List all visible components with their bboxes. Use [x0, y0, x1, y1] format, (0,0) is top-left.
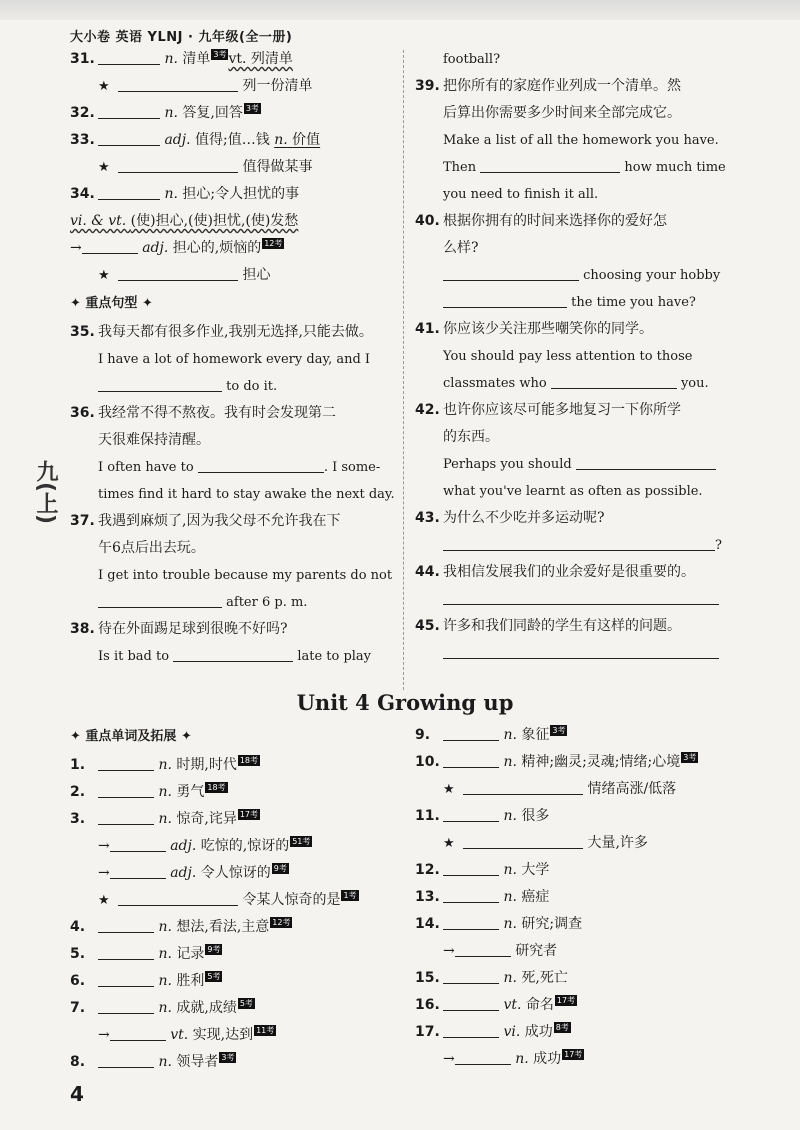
answer-blank[interactable] — [173, 644, 293, 662]
section-heading-words: ✦ 重点单词及拓展 ✦ — [70, 729, 192, 744]
exam-count-badge: 3考 — [245, 104, 259, 113]
page-header: 大小卷 英语 YLNJ · 九年级(全一册) — [70, 30, 293, 45]
word-item: 11. n. 很多 — [415, 803, 745, 830]
answer-blank[interactable] — [443, 1020, 499, 1038]
answer-blank[interactable] — [463, 777, 583, 795]
answer-blank[interactable] — [443, 641, 719, 659]
word-item: 7. n. 成就,成绩 5考 — [70, 995, 400, 1022]
item-32: 32. n. 答复,回答 3考 — [70, 100, 400, 127]
arrow-icon: → — [98, 1027, 110, 1043]
item-44: 44. 我相信发展我们的业余爱好是很重要的。 — [415, 564, 695, 580]
answer-blank[interactable] — [98, 1050, 154, 1068]
item-34: 34. n. 担心;令人担忧的事 — [70, 181, 400, 208]
section-heading-sentences: ✦ 重点句型 ✦ — [70, 296, 153, 311]
answer-blank[interactable] — [455, 1047, 511, 1065]
exam-count-badge: 1考 — [343, 891, 357, 900]
answer-blank[interactable] — [443, 750, 499, 768]
word-item: 6. n. 胜利 5考 — [70, 968, 400, 995]
arrow-icon: → — [98, 838, 110, 854]
column-divider — [403, 50, 404, 690]
exam-count-badge: 5考 — [239, 999, 253, 1008]
star-icon: ★ — [98, 79, 110, 94]
answer-blank[interactable] — [443, 263, 579, 281]
item-38: 38. 待在外面踢足球到很晚不好吗? — [70, 621, 288, 637]
exam-count-badge: 3考 — [221, 1053, 235, 1062]
exam-count-badge: 17考 — [564, 1050, 583, 1059]
answer-blank[interactable] — [82, 236, 138, 254]
answer-blank[interactable] — [110, 861, 166, 879]
answer-blank[interactable] — [118, 74, 238, 92]
exam-count-badge: 17考 — [239, 810, 259, 819]
unit-right-column — [415, 722, 745, 1073]
word-item: 13. n. 癌症 — [415, 884, 745, 911]
exam-count-badge: 8考 — [555, 1023, 569, 1032]
answer-blank[interactable] — [118, 888, 238, 906]
word-item: → 研究者 — [415, 938, 745, 965]
answer-blank[interactable] — [455, 939, 511, 957]
word-item: 2. n. 勇气 18考 — [70, 779, 400, 806]
word-item: 12. n. 大学 — [415, 857, 745, 884]
answer-blank[interactable] — [443, 533, 715, 551]
answer-blank[interactable] — [98, 807, 154, 825]
item-31: 31. n. 清单 3考 vt. 列清单 — [70, 46, 400, 73]
star-icon: ★ — [98, 268, 110, 283]
word-item: ★ 情绪高涨/低落 — [415, 776, 745, 803]
exam-count-badge: 18考 — [239, 756, 259, 765]
word-item: 10. n. 精神;幽灵;灵魂;情绪;心境 3考 — [415, 749, 745, 776]
answer-blank[interactable] — [98, 996, 154, 1014]
answer-blank[interactable] — [118, 155, 238, 173]
word-item: ★ 令某人惊奇的是 1考 — [70, 887, 400, 914]
answer-blank[interactable] — [110, 1023, 166, 1041]
item-43: 43. 为什么不少吃并多运动呢? — [415, 510, 605, 526]
unit-left-column — [70, 722, 400, 1076]
exam-count-badge: 17考 — [556, 996, 576, 1005]
word-item: 15. n. 死,死亡 — [415, 965, 745, 992]
item-39: 39. 把你所有的家庭作业列成一个清单。然 — [415, 78, 681, 94]
item-33: 33. adj. 值得;值…钱 n. 价值 — [70, 127, 400, 154]
exam-count-badge: 11考 — [256, 1026, 275, 1035]
answer-blank[interactable] — [443, 587, 719, 605]
answer-blank[interactable] — [443, 804, 499, 822]
star-icon: ★ — [98, 893, 110, 908]
answer-blank[interactable] — [98, 780, 154, 798]
word-item: 1. n. 时期,时代 18考 — [70, 752, 400, 779]
answer-blank[interactable] — [443, 993, 499, 1011]
exam-count-badge: 9考 — [207, 945, 221, 954]
answer-blank[interactable] — [98, 182, 160, 200]
item-45: 45. 许多和我们同龄的学生有这样的问题。 — [415, 618, 681, 634]
answer-blank[interactable] — [118, 263, 238, 281]
answer-blank[interactable] — [443, 885, 499, 903]
answer-blank[interactable] — [576, 452, 716, 470]
exam-count-badge: 9考 — [273, 864, 287, 873]
item-34-adj: → adj. 担心的,烦恼的 12考 — [70, 235, 400, 262]
answer-blank[interactable] — [443, 723, 499, 741]
item-40: 40. 根据你拥有的时间来选择你的爱好怎 — [415, 213, 667, 229]
exam-count-badge: 3考 — [213, 50, 227, 59]
item-38-continued: football? — [443, 52, 501, 67]
answer-blank[interactable] — [551, 371, 677, 389]
exam-count-badge: 12考 — [272, 918, 291, 927]
answer-blank[interactable] — [98, 590, 222, 608]
answer-blank[interactable] — [98, 101, 160, 119]
answer-blank[interactable] — [98, 753, 154, 771]
word-item: 14. n. 研究;调查 — [415, 911, 745, 938]
item-42: 42. 也许你应该尽可能多地复习一下你所学 — [415, 402, 681, 418]
answer-blank[interactable] — [443, 858, 499, 876]
unit-title: Unit 4 Growing up — [296, 690, 514, 715]
word-item: → n. 成功 17考 — [415, 1046, 745, 1073]
exam-count-badge: 18考 — [207, 783, 226, 792]
word-item: 3. n. 惊奇,诧异 17考 — [70, 806, 400, 833]
left-column: 31. n. 清单 3考 vt. 列清单 ★ 列一份清单 32. n. 答复,回答 3考 33. adj. 值得;值…钱 n. 价值 ★ 值得做某事 34. n. 担心;令人担忧的事 vi. & vt. (使)担心,(使)担忧,(使)发愁 → adj. 担心的,烦恼的 12考 ★ 担心 ✦ 重点句型 ✦ 35. 我每天都有很多作业,我别无选择,只能去做。 I have a lot of homework every day, and I to do it. 36. 我经常不得不熬夜。我有时会发现第二 天很难保持清醒。 I often have to . I some- times find it hard to stay awake the next day. 37. 我遇到麻烦了,因为我父母不允许我在下 午6点后出去玩。 I get into trouble because my parents do not after 6 p. m. 38. 待在外面踢足球到很晚不好吗? Is it bad to late to play — [70, 46, 400, 670]
word-item: → adj. 令人惊讶的 9考 — [70, 860, 400, 887]
right-column: football? 39. 把你所有的家庭作业列成一个清单。然 后算出你需要多少时间来全部完成它。 Make a list of all the homework you have. Then how much time you need to finish it all. 40. 根据你拥有的时间来选择你的爱好怎 么样? choosing your hobby the time you have? 41. 你应该少关注那些嘲笑你的同学。 You should pay less attention to those classmates who you. 42. 也许你应该尽可能多地复习一下你所学 的东西。 Perhaps you should what you've learnt as often as possible. 43. 为什么不少吃并多运动呢? ? 44. 我相信发展我们的业余爱好是很重要的。 45. 许多和我们同龄的学生有这样的问题。 — [415, 46, 745, 667]
exam-count-badge: 12考 — [264, 239, 283, 248]
page-number: 4 — [70, 1082, 84, 1106]
answer-blank[interactable] — [98, 969, 154, 987]
answer-blank[interactable] — [443, 966, 499, 984]
answer-blank[interactable] — [98, 942, 154, 960]
exam-count-badge: 3考 — [552, 726, 566, 735]
item-37: 37. 我遇到麻烦了,因为我父母不允许我在下 — [70, 513, 341, 529]
item-34-verb: vi. & vt. (使)担心,(使)担忧,(使)发愁 — [70, 213, 299, 229]
word-item: 8. n. 领导者 3考 — [70, 1049, 400, 1076]
arrow-icon: → — [443, 1051, 455, 1067]
arrow-icon: → — [70, 240, 82, 256]
exam-count-badge: 3考 — [683, 753, 697, 762]
item-31-star: ★ 列一份清单 — [70, 73, 400, 100]
word-item: 5. n. 记录 9考 — [70, 941, 400, 968]
word-item: 4. n. 想法,看法,主意 12考 — [70, 914, 400, 941]
item-33-star: ★ 值得做某事 — [70, 154, 400, 181]
exam-count-badge: 5考 — [207, 972, 221, 981]
top-edge — [0, 0, 800, 20]
answer-blank[interactable] — [480, 155, 620, 173]
item-36: 36. 我经常不得不熬夜。我有时会发现第二 — [70, 405, 336, 421]
item-41: 41. 你应该少关注那些嘲笑你的同学。 — [415, 321, 653, 337]
answer-blank[interactable] — [98, 915, 154, 933]
word-item: 16. vt. 命名 17考 — [415, 992, 745, 1019]
word-item: 9. n. 象征 3考 — [415, 722, 745, 749]
answer-blank[interactable] — [110, 834, 166, 852]
word-item: → adj. 吃惊的,惊讶的 51考 — [70, 833, 400, 860]
item-34-star: ★ 担心 — [70, 262, 400, 289]
star-icon: ★ — [98, 160, 110, 175]
answer-blank[interactable] — [443, 290, 567, 308]
arrow-icon: → — [98, 865, 110, 881]
item-35: 35. 我每天都有很多作业,我别无选择,只能去做。 — [70, 324, 373, 340]
answer-blank[interactable] — [98, 128, 160, 146]
arrow-icon: → — [443, 943, 455, 959]
answer-blank[interactable] — [98, 374, 222, 392]
answer-blank[interactable] — [463, 831, 583, 849]
worksheet-page — [60, 22, 750, 1122]
answer-blank[interactable] — [443, 912, 499, 930]
side-label: 九(上) — [33, 460, 58, 525]
word-item: ★ 大量,许多 — [415, 830, 745, 857]
exam-count-badge: 51考 — [292, 837, 311, 846]
word-item: → vt. 实现,达到 11考 — [70, 1022, 400, 1049]
star-icon: ★ — [443, 836, 455, 851]
answer-blank[interactable] — [198, 455, 324, 473]
word-item: 17. vi. 成功 8考 — [415, 1019, 745, 1046]
answer-blank[interactable] — [98, 47, 160, 65]
star-icon: ★ — [443, 782, 455, 797]
